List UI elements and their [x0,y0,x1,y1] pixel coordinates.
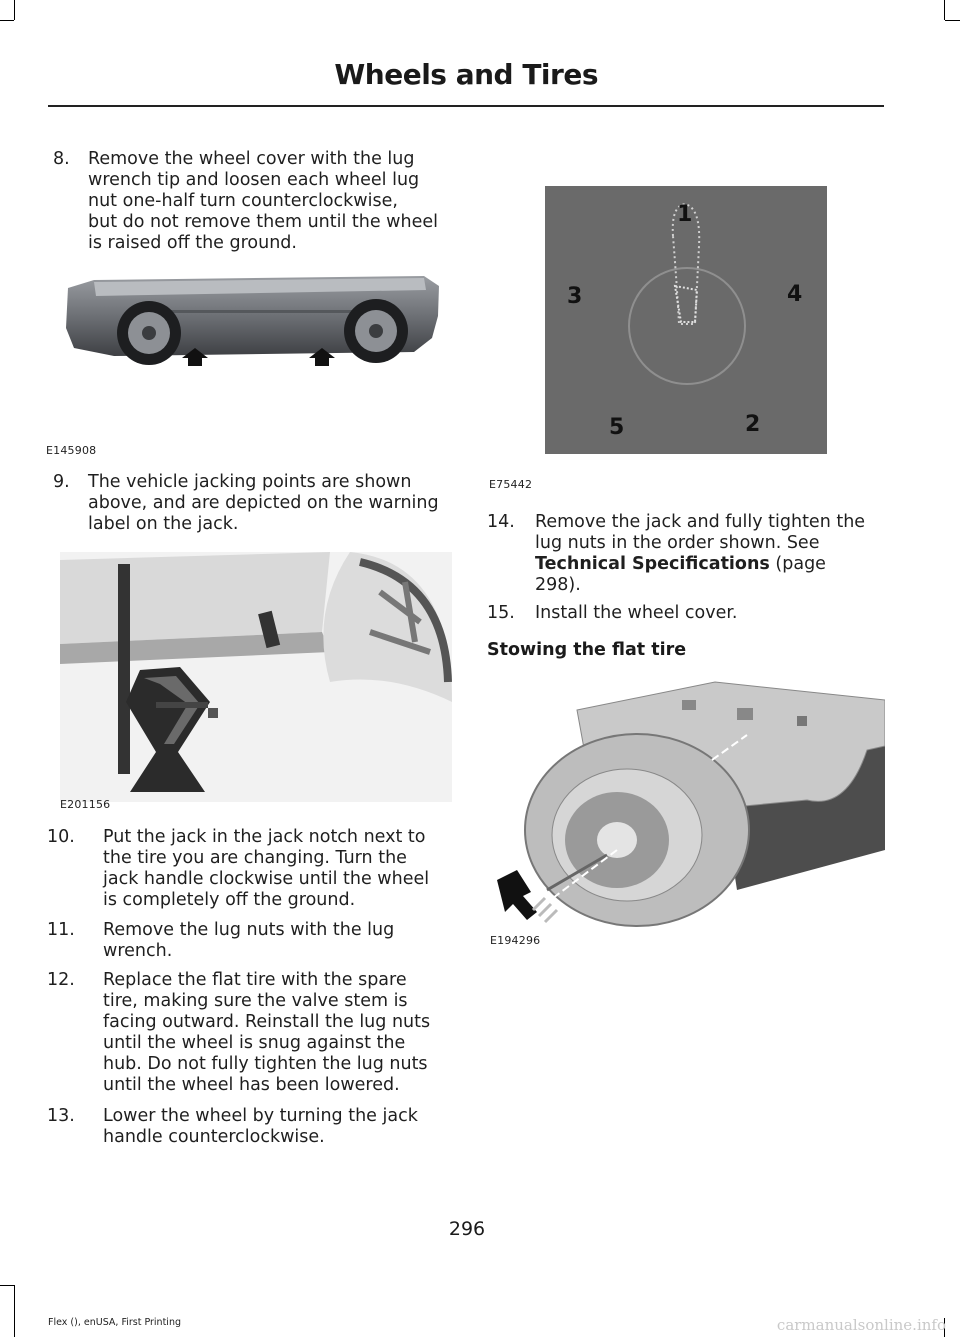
step-line: until the wheel has been lowered. [103,1075,400,1095]
figure-car-jacking-points [46,268,446,458]
step-12 [47,970,457,1100]
step-line: lug nuts in the order shown. See [535,533,820,553]
step-line: 298). [535,575,581,595]
figure-lug-nut-order [487,186,827,492]
step-line: jack handle clockwise until the wheel [103,869,430,889]
step-line: wrench. [103,941,173,961]
step-line: tire, making sure the valve stem is [103,991,408,1011]
lug-label-5: 5 [609,415,625,440]
lug-pattern-illustration [545,186,885,454]
step-line: handle counterclockwise. [103,1127,325,1147]
step-line: label on the jack. [88,514,239,534]
step-line: The vehicle jacking points are shown [88,472,412,492]
step-line: Remove the wheel cover with the lug [88,149,415,169]
step-number: 13. [47,1106,75,1126]
lug-label-2: 2 [745,412,761,437]
step-number: 9. [53,472,70,492]
step-line: Replace the flat tire with the spare [103,970,407,990]
lug-label-1: 1 [677,202,693,227]
step-line: until the wheel is snug against the [103,1033,406,1053]
step-line: Put the jack in the jack notch next to [103,827,426,847]
watermark: carmanualsonline.info [776,1316,946,1334]
step-number: 12. [47,970,75,990]
stow-illustration [487,680,885,930]
jack-illustration [60,552,452,802]
figure-code: E194296 [490,934,541,947]
step-9 [53,472,453,538]
technical-specifications-ref[interactable]: Technical Specifications [535,554,770,574]
car-illustration [54,268,446,458]
step-10 [47,827,457,915]
step-line: is completely off the ground. [103,890,356,910]
crop-mark [944,0,945,20]
step-number: 14. [487,512,515,532]
section-heading: Stowing the flat tire [487,640,687,660]
step-line: the tire you are changing. Turn the [103,848,407,868]
figure-code: E201156 [60,798,111,811]
step-line: Lower the wheel by turning the jack [103,1106,418,1126]
footer-edition: Flex (), enUSA, First Printing [48,1317,181,1328]
step-number: 10. [47,827,75,847]
header-divider [48,105,884,107]
step-line: facing outward. Reinstall the lug nuts [103,1012,431,1032]
step-11 [47,920,457,964]
lug-label-3: 3 [567,284,583,309]
lug-label-4: 4 [787,282,803,307]
crop-mark [14,0,15,20]
step-line: Remove the lug nuts with the lug [103,920,395,940]
step-15 [487,603,887,625]
step-14 [487,512,887,600]
crop-mark [14,1285,15,1337]
figure-code: E75442 [489,478,533,491]
step-line: Install the wheel cover. [535,603,738,623]
step-line: is raised off the ground. [88,233,297,253]
step-13 [47,1106,457,1150]
step-number: 11. [47,920,75,940]
step-number: 8. [53,149,70,169]
step-8 [53,149,453,259]
figure-scissor-jack [60,552,452,814]
crop-mark [0,1285,14,1286]
step-line: above, and are depicted on the warning [88,493,439,513]
crop-mark [945,20,960,21]
page-number: 296 [448,1218,486,1240]
step-line: but do not remove them until the wheel [88,212,438,232]
step-line: Remove the jack and fully tighten the [535,512,866,532]
step-line: Technical Specifications (page [535,554,826,574]
step-number: 15. [487,603,515,623]
figure-stow-flat-tire [487,680,885,950]
step-line: hub. Do not fully tighten the lug nuts [103,1054,428,1074]
step-line: wrench tip and loosen each wheel lug [88,170,420,190]
crop-mark [0,20,14,21]
figure-code: E145908 [46,444,97,457]
step-line: nut one-half turn counterclockwise, [88,191,398,211]
page-title: Wheels and Tires [334,58,598,91]
